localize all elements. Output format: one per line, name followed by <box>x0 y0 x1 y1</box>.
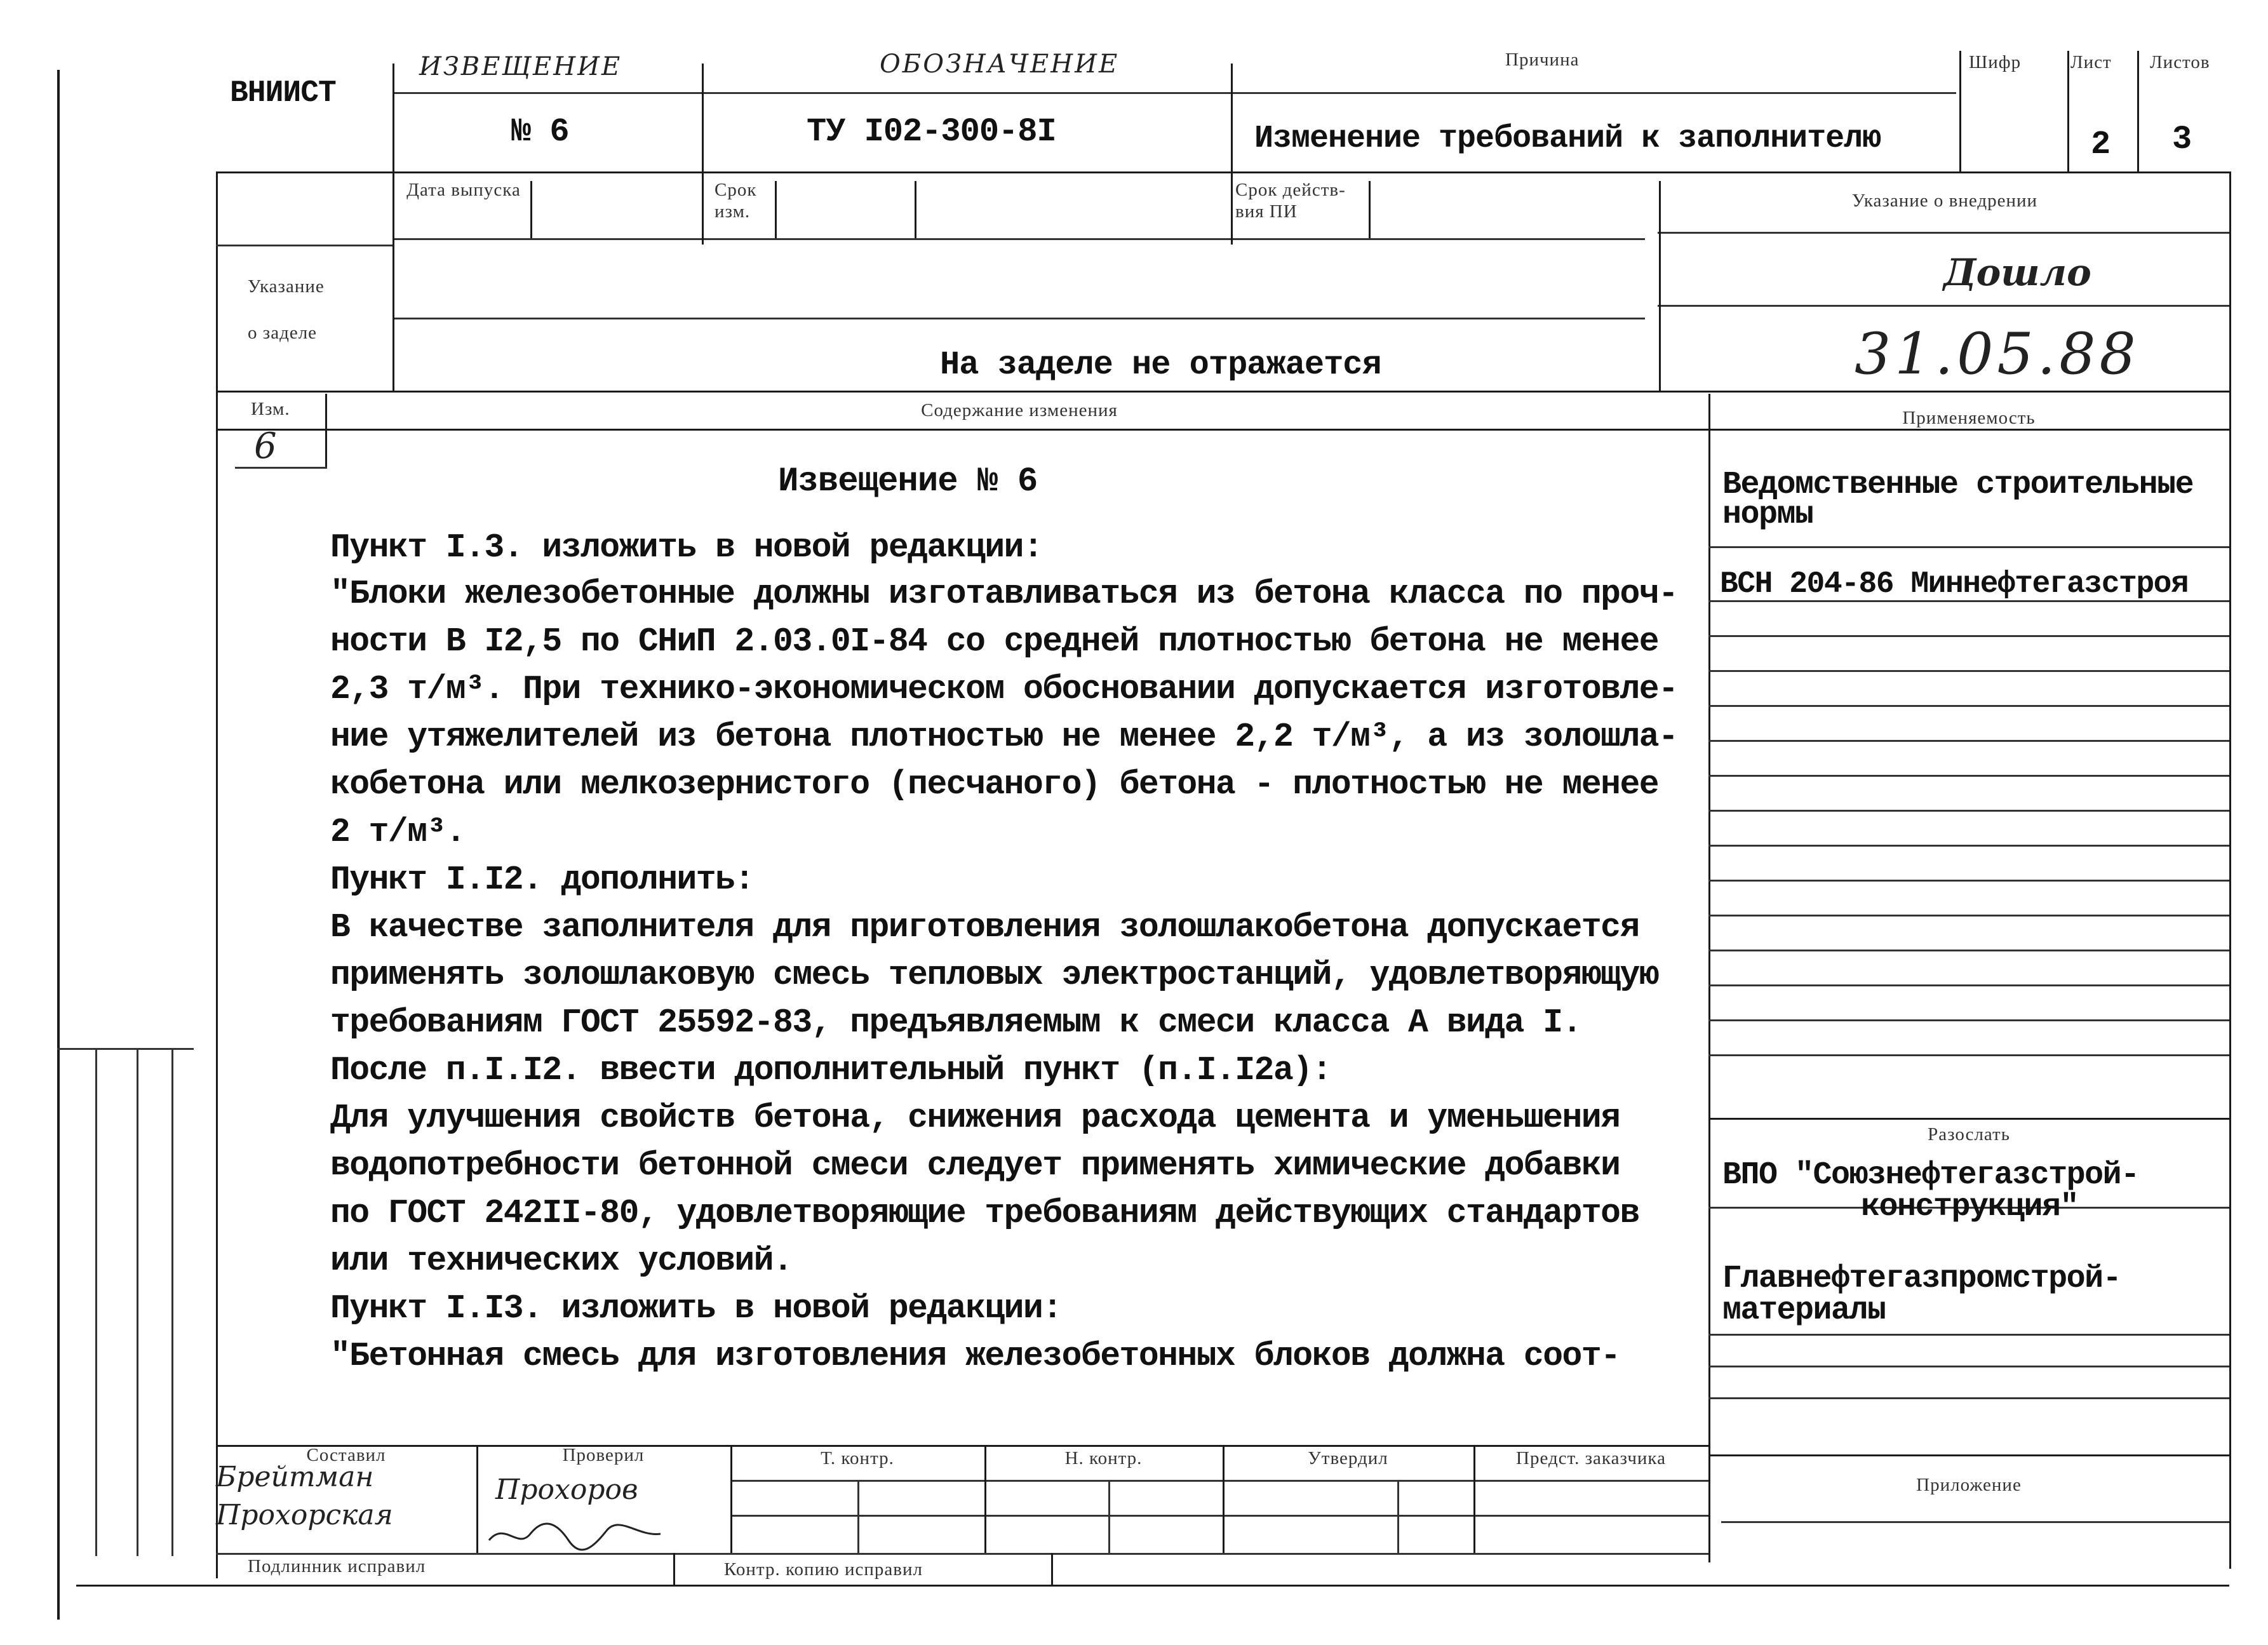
code-label: Шифр <box>1969 52 2022 72</box>
applicability-line-1: Ведомственные строительные <box>1722 467 2194 503</box>
content-line: 2 т/м³. <box>330 813 466 851</box>
designation-label: ОБОЗНАЧЕНИЕ <box>880 50 1120 79</box>
approved-label: Утвердил <box>1308 1448 1388 1468</box>
backlog-label-1: Указание <box>248 276 325 297</box>
content-line: "Блоки железобетонные должны изготавливаться из бетона класса по проч- <box>330 575 1678 613</box>
issue-date-label: Дата выпуска <box>406 180 521 200</box>
validity-label: Срок действ- вия ПИ <box>1235 180 1346 222</box>
distribution-label: Разослать <box>1928 1124 2010 1145</box>
backlog-value: На заделе не отражается <box>940 346 1381 384</box>
distribution-line-1: ВПО "Союзнефтегазстрой- <box>1722 1157 2139 1193</box>
sheets-count: 3 <box>2172 121 2192 158</box>
content-line: "Бетонная смесь для изготовления железобетонных блоков должна соот- <box>330 1337 1620 1375</box>
sheet-number: 2 <box>2091 126 2110 163</box>
notice-number: № 6 <box>511 113 569 151</box>
attachment-label: Приложение <box>1916 1475 2022 1495</box>
implementation-stamp: Дошло <box>1943 251 2091 294</box>
content-line: Пункт I.I3. изложить в новой редакции: <box>330 1289 1062 1327</box>
distribution-line-3: Главнефтегазпромстрой- <box>1722 1261 2121 1297</box>
sheet-label: Лист <box>2070 52 2112 72</box>
distribution-line-4: материалы <box>1722 1292 1886 1329</box>
content-line: применять золошлаковую смесь тепловых электростанций, удовлетворяющую <box>330 956 1659 994</box>
reason-value: Изменение требований к заполнителю <box>1254 121 1881 157</box>
change-term-label: Срок изм. <box>715 180 757 222</box>
checked-label: Проверил <box>562 1445 645 1465</box>
content-line: Пункт I.3. изложить в новой редакции: <box>330 528 1043 567</box>
compiled-label: Составил <box>306 1445 386 1465</box>
change-number: 6 <box>254 426 277 467</box>
signature-compiler-1: Брейтман <box>216 1461 374 1493</box>
distribution-line-2: конструкция" <box>1861 1189 2079 1225</box>
implementation-date: 31.05.88 <box>1855 321 2140 387</box>
content-title: Извещение № 6 <box>778 462 1038 501</box>
copy-corrected-label: Контр. копию исправил <box>724 1559 923 1580</box>
original-corrected-label: Подлинник исправил <box>248 1556 426 1576</box>
organization-name: ВНИИСТ <box>230 76 336 111</box>
sheets-label: Листов <box>2150 52 2210 72</box>
content-label: Содержание изменения <box>921 400 1118 420</box>
signature-checker: Прохоров <box>495 1474 638 1506</box>
content-line: кобетона или мелкозернистого (песчаного) бетона - плотностью не менее <box>330 765 1659 803</box>
customer-rep-label: Предст. заказчика <box>1516 1448 1666 1468</box>
content-line: по ГОСТ 242II-80, удовлетворяющие требованиям действующих стандартов <box>330 1194 1639 1232</box>
content-line: 2,3 т/м³. При технико-экономическом обосновании допускается изготовле- <box>330 670 1678 708</box>
content-line: Для улучшения свойств бетона, снижения расхода цемента и уменьшения <box>330 1099 1620 1137</box>
change-label: Изм. <box>251 399 290 419</box>
applicability-line-2: нормы <box>1722 497 1813 533</box>
content-line: После п.I.I2. ввести дополнительный пункт (п.I.I2а): <box>330 1051 1331 1089</box>
content-line: требованиям ГОСТ 25592-83, предъявляемым к смеси класса А вида I. <box>330 1004 1581 1042</box>
content-line: ности В I2,5 по СНиП 2.03.0I-84 со средней плотностью бетона не менее <box>330 622 1659 661</box>
content-line: ние утяжелителей из бетона плотностью не менее 2,2 т/м³, а из золошла- <box>330 718 1678 756</box>
applicability-line-3: ВСН 204-86 Миннефтегазстроя <box>1720 567 2189 601</box>
signature-scribble <box>486 1515 664 1553</box>
notice-label: ИЗВЕЩЕНИЕ <box>419 52 622 81</box>
tech-control-label: Т. контр. <box>821 1448 894 1468</box>
content-line: В качестве заполнителя для приготовления золошлакобетона допускается <box>330 908 1639 946</box>
signature-compiler-2: Прохорская <box>216 1499 393 1531</box>
content-line: Пункт I.I2. дополнить: <box>330 861 754 899</box>
implementation-label: Указание о внедрении <box>1851 191 2038 211</box>
reason-label: Причина <box>1505 50 1580 70</box>
norm-control-label: Н. контр. <box>1064 1448 1143 1468</box>
backlog-label-2: о заделе <box>248 323 318 343</box>
applicability-label: Применяемость <box>1902 408 2036 428</box>
content-line: или технических условий. <box>330 1242 793 1280</box>
designation-value: ТУ I02-300-8I <box>807 113 1056 151</box>
content-line: водопотребности бетонной смеси следует применять химические добавки <box>330 1146 1620 1185</box>
